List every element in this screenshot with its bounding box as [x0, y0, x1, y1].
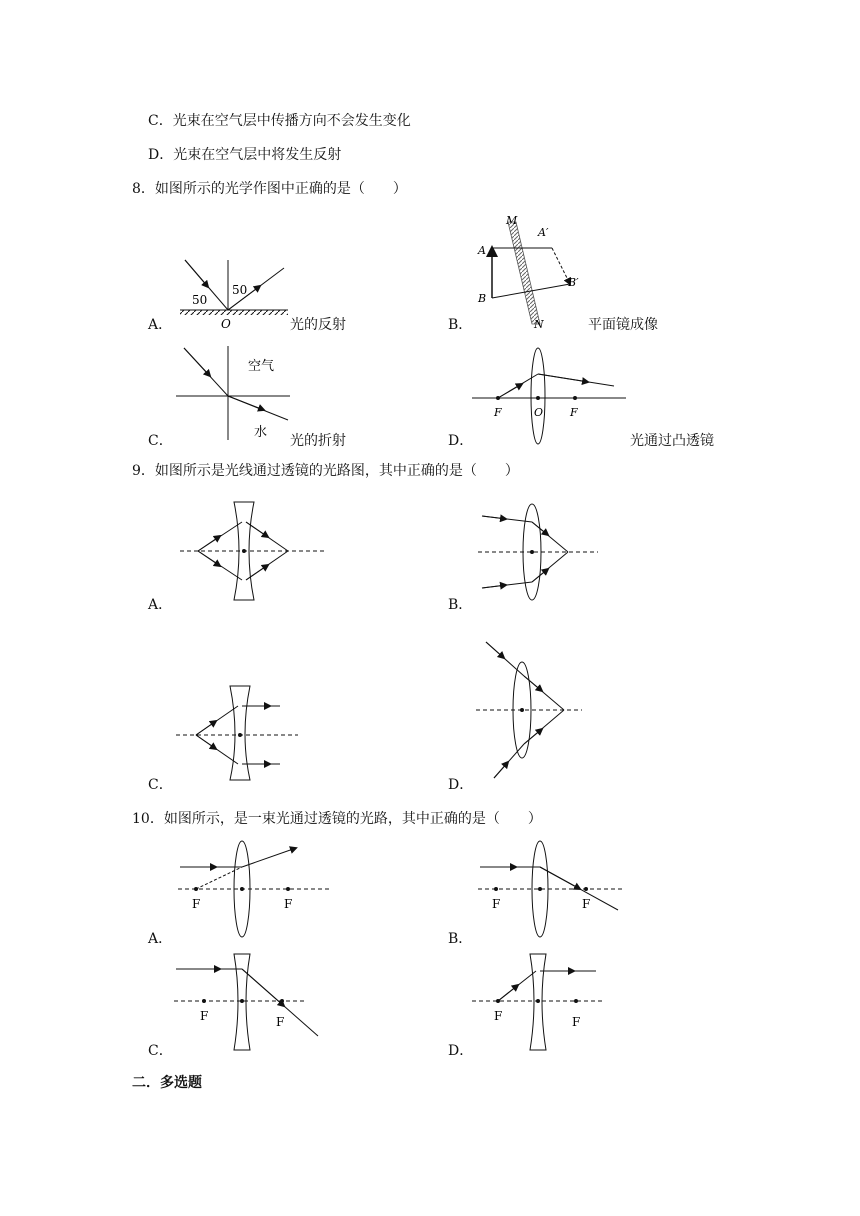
- label-n: N: [534, 318, 544, 331]
- focus-left-label: F: [494, 1009, 503, 1023]
- q10-a-diagram: [176, 840, 336, 940]
- focus-right-label: F: [582, 897, 591, 911]
- q8-a-reflection-diagram: [170, 252, 295, 332]
- point-label-o: O: [221, 317, 231, 331]
- q7-option-c: C．光束在空气层中传播方向不会发生变化: [148, 113, 411, 129]
- q9-option-c-letter: C．: [148, 777, 173, 793]
- q10-option-c-letter: C．: [148, 1043, 173, 1059]
- q10-option-d-letter: D．: [448, 1043, 474, 1059]
- q8-option-a-letter: A．: [148, 317, 173, 333]
- angle-label-reflect: 50: [232, 283, 248, 297]
- label-b: B: [478, 292, 487, 305]
- q8-c-refraction-diagram: [172, 344, 292, 442]
- focus-left-label: F: [192, 897, 201, 911]
- q8-option-c-caption: 光的折射: [290, 433, 346, 449]
- focus-left-label: F: [492, 897, 501, 911]
- label-a-prime: A′: [538, 226, 549, 239]
- q7-option-d: D．光束在空气层中将发生反射: [148, 147, 342, 163]
- focus-right-label: F: [570, 406, 578, 419]
- q9-option-d-letter: D．: [448, 777, 474, 793]
- q9-b-diagram: [476, 500, 600, 602]
- q9-a-diagram: [176, 500, 326, 602]
- focus-left-label: F: [494, 406, 502, 419]
- focus-right-label: F: [276, 1015, 285, 1029]
- q9-d-diagram: [472, 636, 584, 782]
- q8-option-b-caption: 平面镜成像: [588, 317, 658, 333]
- q8-option-d-caption: 光通过凸透镜: [630, 433, 714, 449]
- q9-option-a-letter: A．: [148, 597, 173, 613]
- q9-option-b-letter: B．: [448, 597, 473, 613]
- label-m: M: [506, 214, 518, 227]
- q9-c-diagram: [174, 684, 300, 782]
- q8-b-plane-mirror-diagram: [470, 212, 590, 332]
- q8-option-a-caption: 光的反射: [290, 317, 346, 333]
- section-title-multiple-choice: 二．多选题: [132, 1075, 202, 1091]
- q8-stem: 8．如图所示的光学作图中正确的是（ ）: [132, 181, 407, 197]
- label-air: 空气: [248, 359, 275, 374]
- angle-label-incident: 50: [192, 293, 208, 307]
- q10-c-diagram: [172, 952, 322, 1052]
- q8-option-b-letter: B．: [448, 317, 473, 333]
- q8-option-c-letter: C．: [148, 433, 173, 449]
- q8-d-convex-lens-diagram: [470, 336, 630, 444]
- label-a: A: [478, 244, 486, 257]
- optical-center-label: O: [534, 406, 544, 419]
- focus-right-label: F: [572, 1015, 581, 1029]
- q10-option-b-letter: B．: [448, 931, 473, 947]
- focus-right-label: F: [284, 897, 293, 911]
- label-b-prime: B′: [568, 276, 579, 289]
- label-water: 水: [254, 425, 268, 440]
- q10-b-diagram: [476, 840, 626, 940]
- q8-option-d-letter: D．: [448, 433, 474, 449]
- q9-stem: 9．如图所示是光线通过透镜的光路图，其中正确的是（ ）: [132, 463, 519, 479]
- q10-d-diagram: [470, 952, 610, 1052]
- q10-stem: 10．如图所示，是一束光通过透镜的光路，其中正确的是（ ）: [132, 811, 542, 827]
- focus-left-label: F: [200, 1009, 209, 1023]
- q10-option-a-letter: A．: [148, 931, 173, 947]
